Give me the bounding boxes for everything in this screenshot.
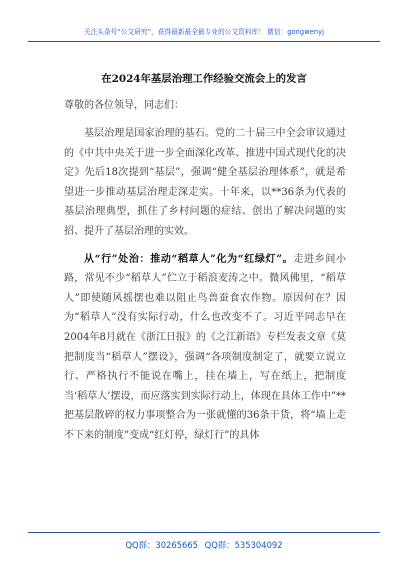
bottom-divider	[28, 532, 380, 533]
qq-group-2: QQ群：535304092	[204, 540, 283, 550]
paragraph-2	[64, 250, 346, 446]
document-title: 在2024年基层治理工作经验交流会上的发言	[101, 73, 307, 85]
salutation: 尊敬的各位领导，同志们：	[64, 100, 184, 111]
document-body	[64, 124, 346, 454]
qq-group-1: QQ群：30265665	[125, 540, 198, 550]
footer-contact	[0, 539, 408, 551]
top-banner: 关注头条号“公文研究”，获得最新最全最专业的公文资料库！ 微信：gongwenyj	[83, 28, 325, 36]
section-text: 走进乡间小路，常见不少“稻草人”伫立于稻浪麦涛之中。微风佛里，“稻草人”即使随风摇摆也难以阻止鸟兽蚕食农作物。原因何在？因为“稻草人”没有实际行动，什么也改变不了。习近平同志早在2004年8月就在《浙江日报》的《之江新语》专栏发表文章《莫把制度当“稻草人”摆设》，强调“各项制度制定了，就要立说立行、严格执行不能说在嘴上，挂在墙上，写在纸上，把制度当‘稻草人’摆设，而应落实到实际行动上，体现在具体工作中”**把基层散碎的权力事项整合为一张就懂的36条干货，将“墙上走不下来的制度”变成“红灯停，绿灯行”的具体	[64, 253, 347, 441]
paragraph-1: 基层治理是国家治理的基石。党的二十届三中全会审议通过的《中共中央关于进一步全面深化改革、推进中国式现代化的决定》先后18次提到“基层”，强调“健全基层治理体系”，就是希望进一步推动基层治理走深走实。十年来，以**36条为代表的基层治理典型，抓住了乡村问题的症结、创出了解决问题的实招、提升了基层治理的实效。	[64, 128, 346, 237]
section-heading: 从“行”处治：推动“稻草人”化为“红绿灯”。	[84, 253, 294, 265]
top-divider	[28, 41, 380, 42]
